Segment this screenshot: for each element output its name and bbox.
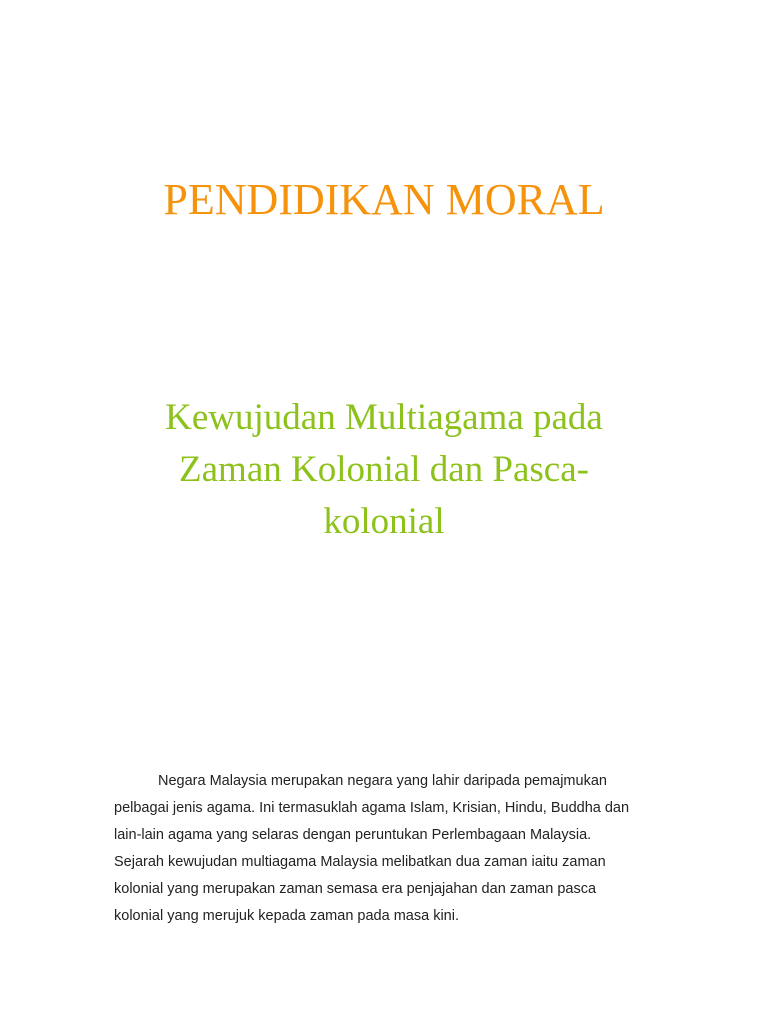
paragraph-line: kolonial yang merujuk kepada zaman pada masa kini. bbox=[114, 908, 459, 924]
paragraph-line: kolonial yang merupakan zaman semasa era penjajahan dan zaman pasca bbox=[114, 881, 597, 897]
subtitle-line: Zaman Kolonial dan Pasca- bbox=[179, 449, 589, 490]
paragraph-line: pelbagai jenis agama. Ini termasuklah agama Islam, Krisian, Hindu, Buddha dan bbox=[114, 800, 630, 816]
paragraph-line: lain-lain agama yang selaras dengan peruntukan Perlembagaan Malaysia. bbox=[114, 827, 592, 843]
subtitle-line: kolonial bbox=[323, 501, 445, 542]
document-subtitle bbox=[120, 392, 648, 548]
paragraph-line: Sejarah kewujudan multiagama Malaysia melibatkan dua zaman iaitu zaman bbox=[114, 854, 606, 870]
body-paragraph bbox=[114, 768, 674, 930]
subtitle-line: Kewujudan Multiagama pada bbox=[165, 397, 603, 438]
paragraph-line: Negara Malaysia merupakan negara yang lahir daripada pemajmukan bbox=[158, 773, 607, 789]
document-title: PENDIDIKAN MORAL bbox=[163, 175, 605, 224]
